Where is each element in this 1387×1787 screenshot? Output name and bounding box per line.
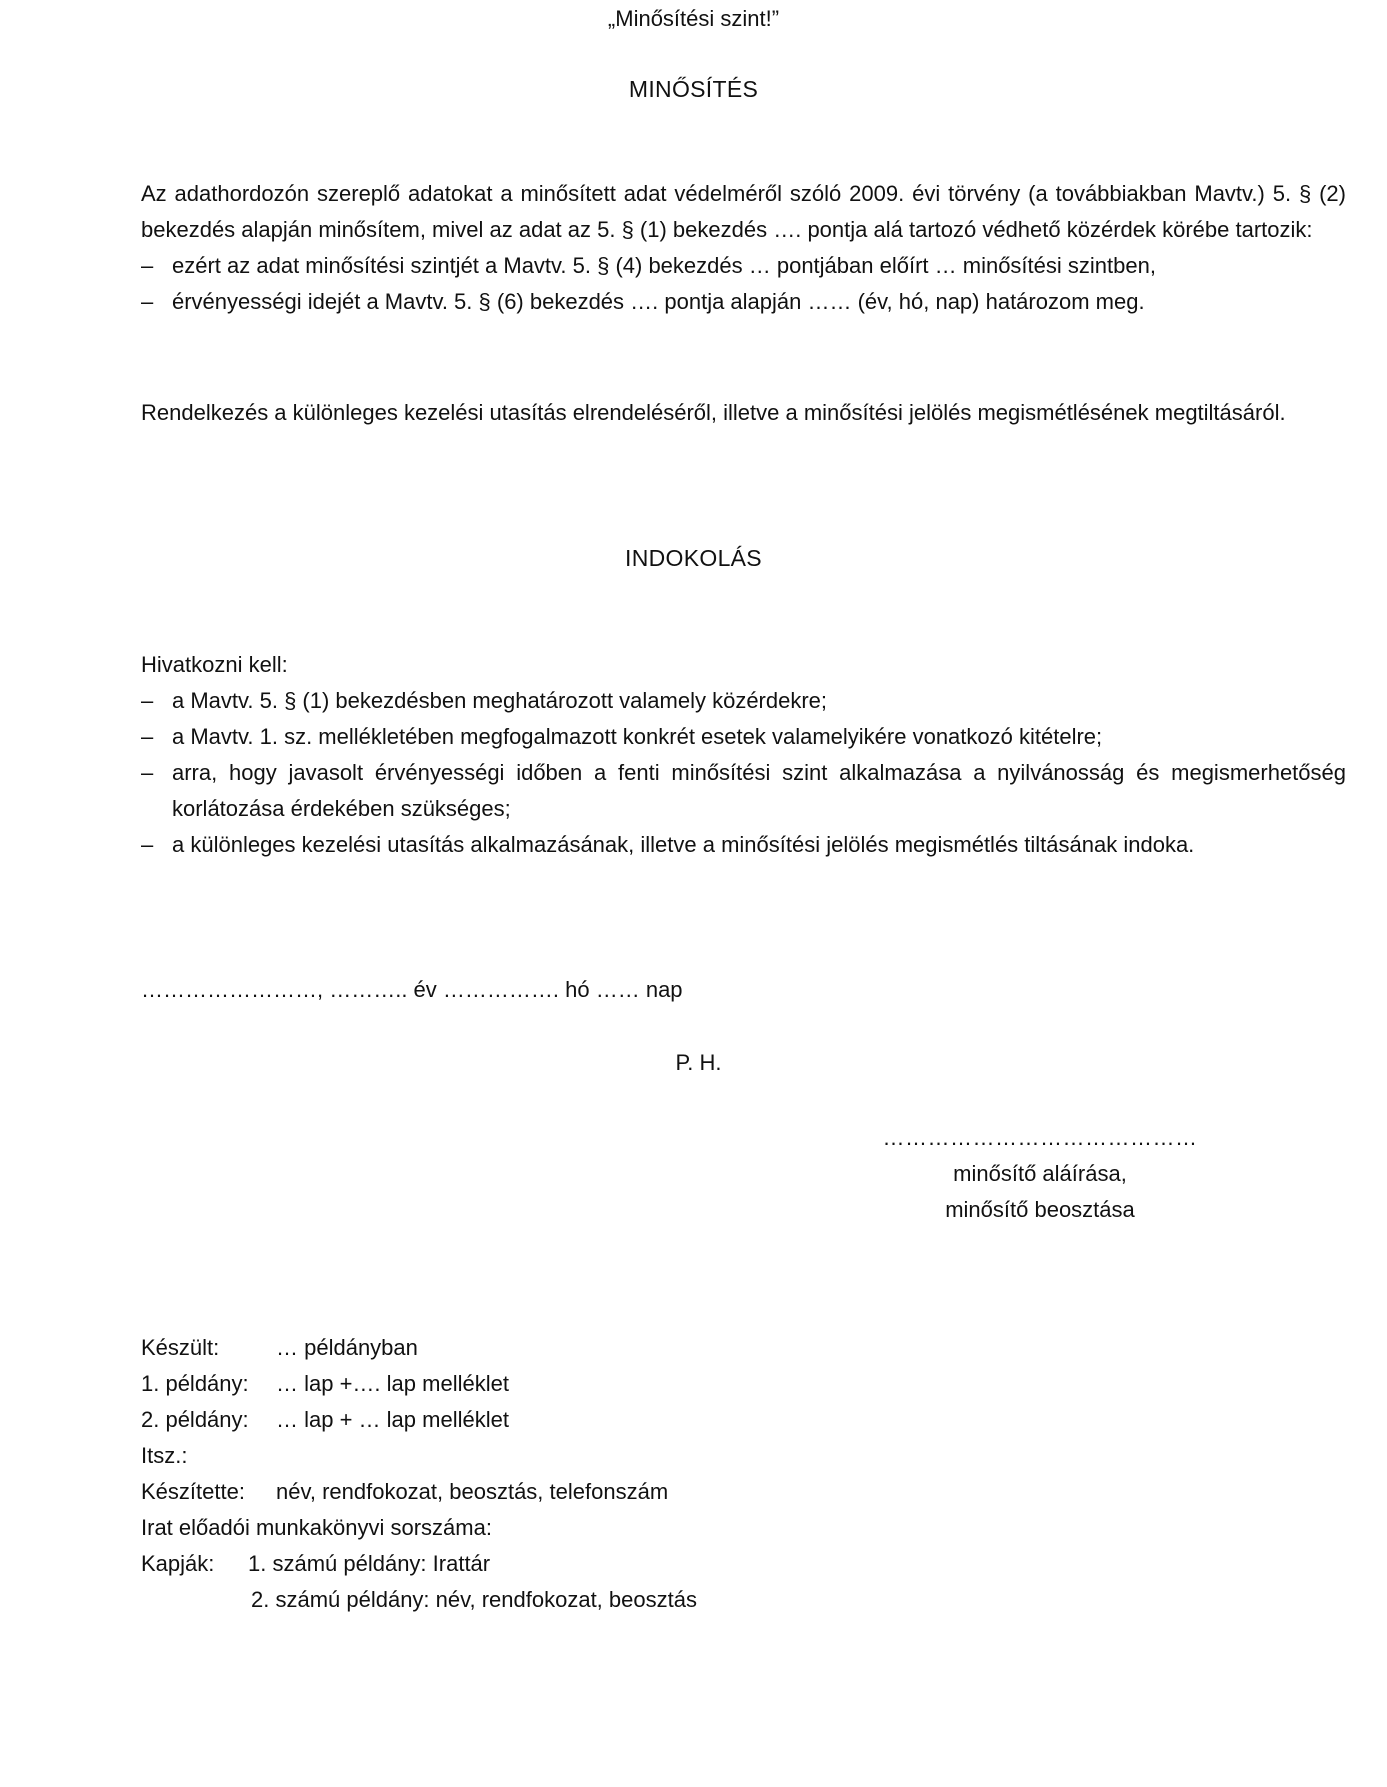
footer-row-recipient2 [141,1582,697,1618]
footer-row-recipients [141,1546,697,1582]
list-item [141,755,1346,827]
classification-intro: Az adathordozón szereplő adatokat a minősített adat védelméről szóló 2009. évi törvény (a továbbiakban Mavtv.) 5. § (2) bekezdés alapján minősítem, mivel az adat az 5. § (1) bekezdés …. pontja alá tartozó védhető közérdek körébe tartozik: [141,181,1346,242]
position-label: minősítő beosztása [945,1197,1135,1222]
section-title-indokolas: INDOKOLÁS [625,545,762,571]
list-item-text: a Mavtv. 1. sz. mellékletében megfogalmazott konkrét esetek valamelyikére vonatkozó kitételre; [172,724,1103,749]
footer-row-made [141,1330,697,1366]
recipient-2: 2. számú példány: név, rendfokozat, beosztás [251,1587,697,1612]
author-value: név, rendfokozat, beosztás, telefonszám [276,1479,669,1504]
list-item [141,719,1346,755]
dash-bullet: – [141,760,154,785]
special-handling-note: Rendelkezés a különleges kezelési utasítás elrendeléséről, illetve a minősítési jelölés megismétlésének megtiltásáról. [141,400,1286,425]
footer-row-workbook [141,1510,697,1546]
list-item-text: a Mavtv. 5. § (1) bekezdésben meghatározott valamely közérdekre; [172,688,828,713]
itsz-label: Itsz.: [141,1443,188,1468]
dash-bullet: – [141,724,154,749]
made-label: Készült: [141,1335,220,1360]
justification-list [141,683,1346,863]
list-item-text: a különleges kezelési utasítás alkalmazásának, illetve a minősítési jelölés megismétlés tiltásának indoka. [172,832,1195,857]
author-label: Készítette: [141,1479,245,1504]
copy1-label: 1. példány: [141,1371,249,1396]
dash-bullet: – [141,289,154,314]
copy1-value: … lap +…. lap melléklet [276,1371,509,1396]
footer-row-copy1 [141,1366,697,1402]
dash-bullet: – [141,253,154,278]
copy2-value: … lap + … lap melléklet [276,1407,509,1432]
copy2-label: 2. példány: [141,1407,249,1432]
recipient-1: 1. számú példány: Irattár [248,1551,491,1576]
date-line: ……………………, ……….. év ……………. hó …… nap [141,977,683,1002]
footer-row-author [141,1474,697,1510]
footer-row-copy2 [141,1402,697,1438]
list-item [141,284,1346,320]
list-item-text: ezért az adat minősítési szintjét a Mavtv. 5. § (4) bekezdés … pontjában előírt … minősítési szintben, [172,253,1156,278]
stamp-placeholder: P. H. [675,1050,722,1075]
dash-bullet: – [141,688,154,713]
document-footer [141,1330,697,1618]
signature-line: …………………………………… [882,1125,1198,1150]
dash-bullet: – [141,832,154,857]
workbook-label: Irat előadói munkakönyvi sorszáma: [141,1515,492,1540]
signature-label: minősítő aláírása, [953,1161,1127,1186]
justification-intro: Hivatkozni kell: [141,652,288,677]
made-value: … példányban [276,1335,418,1360]
list-item [141,827,1346,863]
list-item-text: arra, hogy javasolt érvényességi időben a fenti minősítési szint alkalmazása a nyilvánosság és megismerhetőség korlátozása érdekében szükséges; [172,760,1346,821]
list-item [141,683,1346,719]
section-title-minosites: MINŐSÍTÉS [628,76,759,102]
classification-body [141,176,1346,320]
signature-block [860,1120,1220,1228]
list-item [141,248,1346,284]
list-item-text: érvényességi idejét a Mavtv. 5. § (6) bekezdés …. pontja alapján …… (év, hó, nap) határozom meg. [172,289,1145,314]
footer-row-itsz [141,1438,697,1474]
justification-body [141,647,1346,863]
classification-list [141,248,1346,320]
classification-level-placeholder: „Minősítési szint!” [607,6,780,31]
recipients-label: Kapják: [141,1551,215,1576]
